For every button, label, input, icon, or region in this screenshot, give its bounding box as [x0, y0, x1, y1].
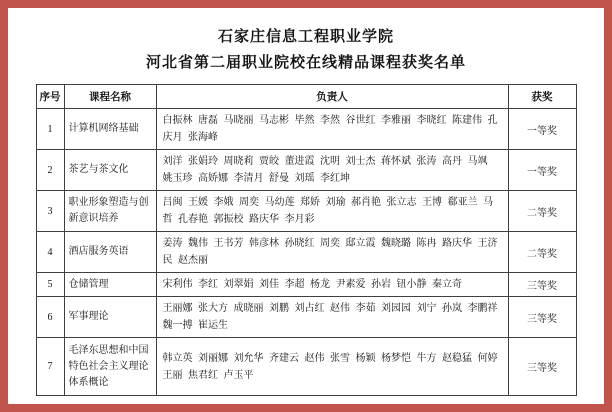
course-name-cell: 计算机网络基础: [64, 109, 156, 150]
row-index-cell: 5: [36, 273, 64, 297]
award-cell: 二等奖: [508, 191, 576, 232]
leaders-cell: 白振林 唐磊 马晓丽 马志彬 毕然 李然 谷世红 李雅丽 李晓红 陈建伟 孔庆月 张海峰: [156, 109, 508, 150]
award-cell: 三等奖: [508, 338, 576, 396]
table-row: [36, 273, 576, 297]
leaders-cell: 韩立英 刘丽娜 刘允华 齐建云 赵伟 张雪 杨颖 杨梦恺 牛方 赵稳猛 何婷 王丽 焦君红 卢玉平: [156, 338, 508, 396]
column-header-award: 获奖: [508, 85, 576, 109]
leaders-cell: 刘洋 张娟玲 周晓莉 贾皎 董进霞 沈明 刘士杰 蒋怀斌 张涛 高丹 马飒 姚玉珍 高娇娜 李清月 舒曼 刘瑶 李红坤: [156, 150, 508, 191]
award-cell: 三等奖: [508, 273, 576, 297]
table-header-row: [36, 85, 576, 109]
award-table: [36, 84, 577, 396]
row-index-cell: 3: [36, 191, 64, 232]
row-index-cell: 6: [36, 297, 64, 338]
award-cell: 一等奖: [508, 109, 576, 150]
leaders-cell: 吕闽 王媛 李娥 周奕 马幼莲 郑娇 刘瑜 郝肖艳 张立志 王博 郗亚兰 马哲 孔春艳 郭振校 路庆华 李月彩: [156, 191, 508, 232]
leaders-cell: 姜涛 魏伟 王书芳 韩彦林 孙晓红 周奕 邸立霞 魏晓璐 陈冉 路庆华 王济民 赵杰丽: [156, 232, 508, 273]
leaders-cell: 宋利伟 李红 刘翠娟 刘佳 李超 杨龙 尹素爱 孙岩 钮小静 秦立奇: [156, 273, 508, 297]
row-index-cell: 7: [36, 338, 64, 396]
row-index-cell: 4: [36, 232, 64, 273]
document-title-line2: 河北省第二届职业院校在线精品课程获奖名单: [145, 55, 466, 71]
award-cell: 二等奖: [508, 232, 576, 273]
table-row: [36, 297, 576, 338]
column-header-index: 序号: [36, 85, 64, 109]
leaders-cell: 王丽娜 张大方 成晓丽 刘鹏 刘占红 赵伟 李茹 刘园园 刘宁 孙岚 李鹏祥 魏一搏 崔运生: [156, 297, 508, 338]
course-name-cell: 仓储管理: [64, 273, 156, 297]
column-header-course: 课程名称: [64, 85, 156, 109]
course-name-cell: 茶艺与茶文化: [64, 150, 156, 191]
award-cell: 一等奖: [508, 150, 576, 191]
row-index-cell: 1: [36, 109, 64, 150]
course-name-cell: 军事理论: [64, 297, 156, 338]
table-row: [36, 232, 576, 273]
table-row: [36, 150, 576, 191]
course-name-cell: 职业形象塑造与创新意识培养: [64, 191, 156, 232]
row-index-cell: 2: [36, 150, 64, 191]
table-row: [36, 191, 576, 232]
award-cell: 三等奖: [508, 297, 576, 338]
column-header-leaders: 负责人: [156, 85, 508, 109]
table-row: [36, 109, 576, 150]
course-name-cell: 酒店服务英语: [64, 232, 156, 273]
table-body: [36, 109, 576, 396]
table-row: [36, 338, 576, 396]
course-name-cell: 毛泽东思想和中国特色社会主义理论体系概论: [64, 338, 156, 396]
document-title-line1: 石家庄信息工程职业学院: [217, 29, 394, 45]
